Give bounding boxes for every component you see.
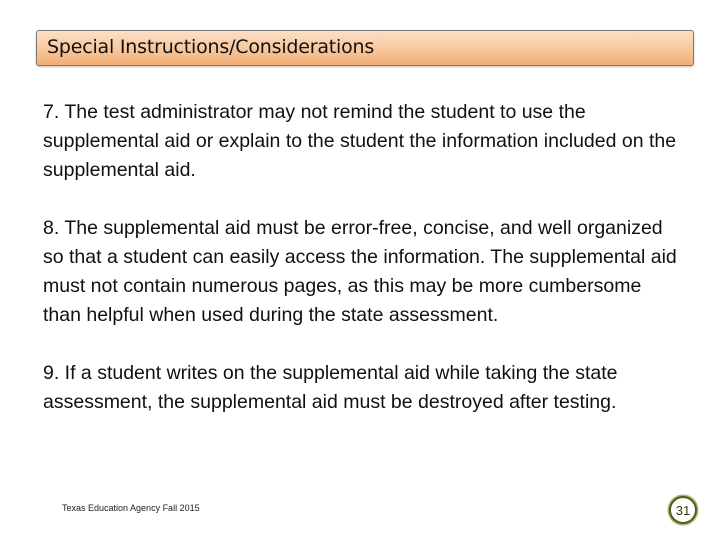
page-number-badge — [669, 496, 697, 524]
slide-body — [43, 98, 683, 417]
page-number: 31 — [675, 502, 691, 518]
instruction-8: 8. The supplemental aid must be error-free, concise, and well organized so that a student can easily access the information. The supplemental aid must not contain numerous pages, as this may be more cumbersome than helpful when used during the state assessment. — [43, 217, 677, 326]
slide-title: Special Instructions/Considerations — [47, 36, 375, 58]
footer-text: Texas Education Agency Fall 2015 — [62, 503, 200, 513]
instruction-7: 7. The test administrator may not remind the student to use the supplemental aid or explain to the student the information included on the supplemental aid. — [43, 101, 677, 181]
title-bar — [36, 30, 694, 66]
instruction-9: 9. If a student writes on the supplemental aid while taking the state assessment, the supplemental aid must be destroyed after testing. — [43, 362, 618, 413]
